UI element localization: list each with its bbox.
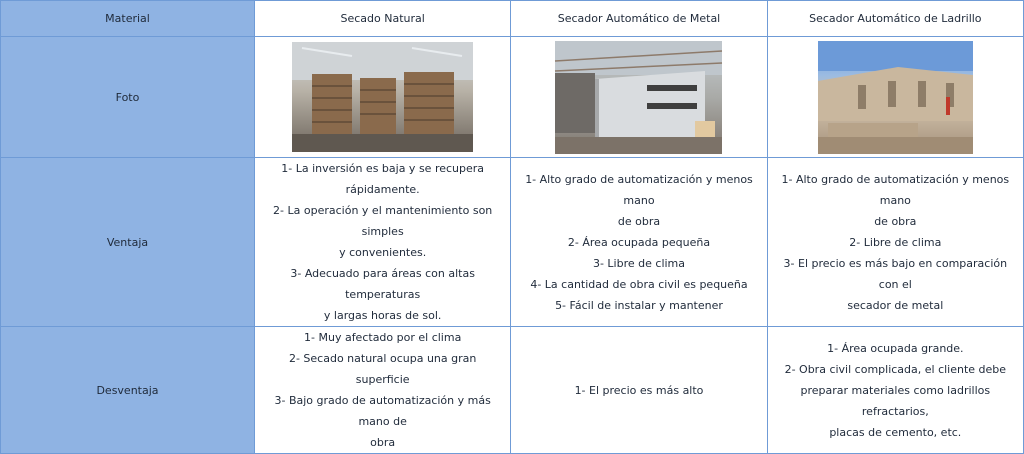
- disadvantage-metal: [511, 327, 767, 454]
- header-brick-dryer: Secador Automático de Ladrillo: [767, 1, 1023, 37]
- header-material: Material: [1, 1, 255, 37]
- text-line: 3- Adecuado para áreas con altas temperaturas: [290, 267, 475, 301]
- text-line: obra: [370, 436, 396, 449]
- row-label-ventaja: Ventaja: [1, 158, 255, 327]
- text-line: 3- El precio es más bajo en comparación con el: [783, 256, 1008, 291]
- text-line: 5- Fácil de instalar y mantener: [555, 298, 723, 312]
- text-line: rápidamente.: [345, 183, 420, 196]
- text-line: 2- Área ocupada pequeña: [567, 235, 711, 249]
- text-line: 1- El precio es más alto: [574, 383, 704, 397]
- text-line: 1- La inversión es baja y se recupera: [281, 162, 485, 175]
- text-line: y largas horas de sol.: [323, 309, 442, 322]
- header-row: [1, 1, 1024, 37]
- text-line: 4- La cantidad de obra civil es pequeña: [530, 277, 748, 291]
- header-metal-dryer: Secador Automático de Metal: [511, 1, 767, 37]
- text-line: 2- Libre de clima: [849, 235, 942, 249]
- advantage-metal: [511, 158, 767, 327]
- advantage-brick: [767, 158, 1023, 327]
- text-line: de obra: [874, 214, 917, 228]
- text-line: placas de cemento, etc.: [829, 425, 962, 439]
- disadvantage-natural: [255, 327, 511, 454]
- metal-dryer-photo: [555, 41, 722, 154]
- text-line: 1- Área ocupada grande.: [827, 341, 964, 355]
- header-natural-drying: Secado Natural: [255, 1, 511, 37]
- photo-cell-brick: [767, 37, 1023, 158]
- natural-drying-photo: [292, 42, 473, 152]
- photo-cell-natural: [255, 37, 511, 158]
- advantage-row: [1, 158, 1024, 327]
- text-line: 1- Alto grado de automatización y menos mano: [525, 172, 753, 207]
- advantage-natural: [255, 158, 511, 327]
- text-line: 2- Obra civil complicada, el cliente debe: [784, 362, 1007, 376]
- text-line: secador de metal: [847, 298, 944, 312]
- photo-cell-metal: [511, 37, 767, 158]
- text-line: 2- La operación y el mantenimiento son simples: [273, 204, 493, 238]
- text-line: de obra: [617, 214, 661, 228]
- text-line: 2- Secado natural ocupa una gran superficie: [288, 352, 477, 386]
- text-line: y convenientes.: [339, 246, 427, 259]
- brick-dryer-photo: [818, 41, 973, 154]
- text-line: preparar materiales como ladrillos refractarios,: [800, 383, 991, 418]
- row-label-desventaja: Desventaja: [1, 327, 255, 454]
- row-label-foto: Foto: [1, 37, 255, 158]
- disadvantage-row: [1, 327, 1024, 454]
- photo-row: [1, 37, 1024, 158]
- text-line: 3- Bajo grado de automatización y más mano de: [274, 394, 491, 428]
- text-line: 1- Alto grado de automatización y menos mano: [781, 172, 1010, 207]
- text-line: 3- Libre de clima: [592, 256, 686, 270]
- disadvantage-brick: [767, 327, 1023, 454]
- text-line: 1- Muy afectado por el clima: [304, 331, 462, 344]
